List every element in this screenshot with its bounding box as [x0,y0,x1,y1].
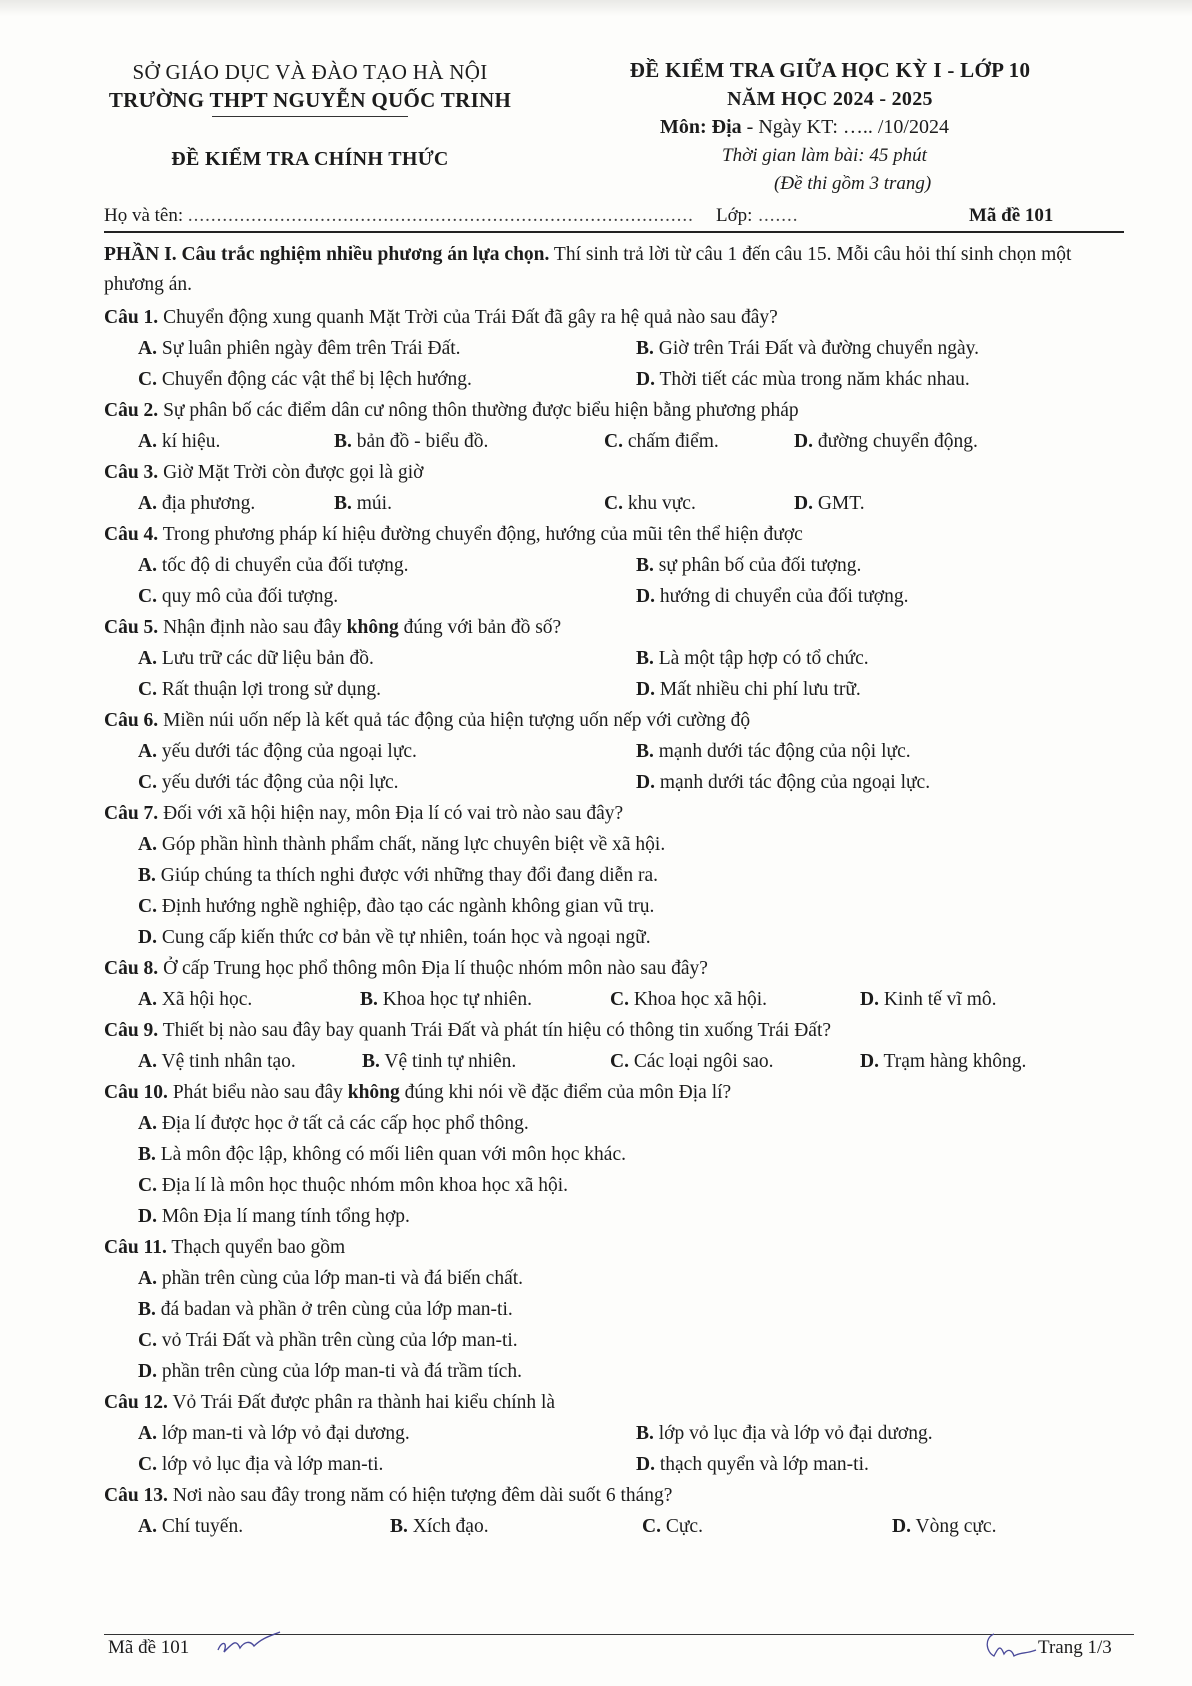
option-letter: A. [138,493,157,514]
option-letter: A. [138,1516,157,1537]
option-text: Cung cấp kiến thức cơ bản về tự nhiên, toán học và ngoại ngữ. [161,927,651,948]
option-letter: C. [604,493,623,514]
question-10-option-a[interactable] [104,1108,1124,1139]
question-9-options-row [104,1046,1124,1077]
question-1-stem [104,302,1124,333]
option-text: yếu dưới tác động của ngoại lực. [161,741,417,762]
question-number: Câu 12. [104,1392,168,1413]
question-text: Phát biểu nào sau đây [167,1082,348,1103]
option-text: hướng di chuyển của đối tượng. [659,586,909,607]
option-text: tốc độ di chuyển của đối tượng. [161,555,409,576]
question-6-options-row [104,736,1124,767]
option-text: đá badan và phần ở trên cùng của lớp man-ti. [160,1299,513,1320]
footer-exam-code: Mã đề 101 [108,1637,190,1658]
option-text: Mất nhiều chi phí lưu trữ. [659,679,861,700]
option-letter: D. [892,1516,911,1537]
option-text: Các loại ngôi sao. [633,1051,774,1072]
question-1-option-b[interactable] [636,333,979,364]
part-1-instructions: Thí sinh trả lời từ câu 1 đến câu 15. Mỗi câu hỏi thí sinh chọn một phương án. [104,244,1072,295]
question-list [104,302,1124,1542]
option-text: quy mô của đối tượng. [161,586,339,607]
option-letter: B. [138,1299,156,1320]
option-letter: D. [636,369,655,390]
question-13-option-c[interactable] [642,1511,703,1542]
option-letter: C. [138,586,157,607]
option-text: Vòng cực. [915,1516,997,1537]
question-number: Câu 8. [104,958,159,979]
option-text: thạch quyển và lớp man-ti. [659,1454,869,1475]
option-letter: C. [138,1175,157,1196]
option-text: Cực. [665,1516,703,1537]
question-4-stem [104,519,1124,550]
option-letter: A. [138,741,157,762]
question-number: Câu 11. [104,1237,167,1258]
question-emphasis: không [347,1082,400,1103]
question-12-option-c[interactable] [138,1449,383,1480]
question-6-option-d[interactable] [636,767,930,798]
question-11-stem [104,1232,1124,1263]
option-text: Định hướng nghề nghiệp, đào tạo các ngành không gian vũ trụ. [161,896,655,917]
option-letter: C. [610,1051,629,1072]
question-4-option-b[interactable] [636,550,861,581]
question-4-option-a[interactable] [138,550,409,581]
question-number: Câu 10. [104,1082,168,1103]
signature-left [214,1628,284,1658]
option-text: địa phương. [161,493,256,514]
option-text: bản đồ - biểu đồ. [356,431,489,452]
question-text: Vỏ Trái Đất được phân ra thành hai kiểu chính là [167,1392,556,1413]
name-label: Họ và tên: [104,205,184,226]
question-10-option-b[interactable] [104,1139,1124,1170]
question-6-option-c[interactable] [138,767,399,798]
question-4-options-row [104,581,1124,612]
exam-date: - Ngày KT: ….. /10/2024 [741,116,949,138]
option-letter: D. [138,1206,157,1227]
question-number: Câu 1. [104,307,159,328]
question-5-option-b[interactable] [636,643,869,674]
question-9-option-d[interactable] [860,1046,1026,1077]
option-letter: C. [642,1516,661,1537]
question-2-option-a[interactable] [138,426,220,457]
option-text: Là môn độc lập, không có mối liên quan với môn học khác. [160,1144,626,1165]
option-letter: D. [860,1051,879,1072]
question-text: Nơi nào sau đây trong năm có hiện tượng đêm dài suốt 6 tháng? [167,1485,673,1506]
question-12-options-row [104,1449,1124,1480]
question-11-option-d[interactable] [104,1356,1124,1387]
part-1-title: PHẦN I. Câu trắc nghiệm nhiều phương án lựa chọn. [104,244,550,265]
option-letter: A. [138,338,157,359]
option-text: Thời tiết các mùa trong năm khác nhau. [659,369,970,390]
question-5-options-row [104,643,1124,674]
department-name: SỞ GIÁO DỤC VÀ ĐÀO TẠO HÀ NỘI [132,60,488,84]
option-letter: C. [138,679,157,700]
option-letter: C. [604,431,623,452]
question-5-option-a[interactable] [138,643,374,674]
option-letter: C. [610,989,629,1010]
question-5-option-c[interactable] [138,674,381,705]
option-text: Chí tuyến. [161,1516,244,1537]
question-text: Thiết bị nào sau đây bay quanh Trái Đất và phát tín hiệu có thông tin xuống Trái Đất? [158,1020,832,1041]
option-letter: B. [360,989,378,1010]
option-letter: C. [138,896,157,917]
option-letter: B. [390,1516,408,1537]
question-7-stem [104,798,1124,829]
header-rule [104,231,1124,233]
option-text: Rất thuận lợi trong sử dụng. [161,679,381,700]
question-emphasis: không [346,617,399,638]
question-number: Câu 6. [104,710,159,731]
option-text: Sự luân phiên ngày đêm trên Trái Đất. [161,338,461,359]
question-3-option-d[interactable] [794,488,865,519]
question-8-option-c[interactable] [610,984,767,1015]
question-3-options-row [104,488,1124,519]
question-8-option-b[interactable] [360,984,532,1015]
option-text: yếu dưới tác động của nội lực. [161,772,399,793]
option-letter: D. [860,989,879,1010]
question-number: Câu 2. [104,400,159,421]
option-letter: B. [138,1144,156,1165]
question-6-options-row [104,767,1124,798]
question-4-options-row [104,550,1124,581]
question-4-option-c[interactable] [138,581,338,612]
option-letter: A. [138,1423,157,1444]
question-number: Câu 5. [104,617,159,638]
option-letter: A. [138,555,157,576]
question-text: Ở cấp Trung học phổ thông môn Địa lí thuộc nhóm môn nào sau đây? [158,958,708,979]
question-6-option-a[interactable] [138,736,417,767]
option-letter: A. [138,989,157,1010]
question-number: Câu 9. [104,1020,159,1041]
question-text: Đối với xã hội hiện nay, môn Địa lí có vai trò nào sau đây? [158,803,624,824]
option-letter: B. [362,1051,380,1072]
question-12-option-d[interactable] [636,1449,869,1480]
school-name: TRƯỜNG THPT NGUYỄN QUỐC TRINH [108,88,512,112]
name-field: ........................................................................................ [187,205,694,226]
option-letter: A. [138,1268,157,1289]
question-11-option-c[interactable] [104,1325,1124,1356]
option-text: Khoa học tự nhiên. [382,989,532,1010]
question-7-option-b[interactable] [104,860,1124,891]
official-label: ĐỀ KIỂM TRA CHÍNH THỨC [171,148,449,170]
option-letter: D. [636,586,655,607]
option-text: vỏ Trái Đất và phần trên cùng của lớp man-ti. [161,1330,518,1351]
question-1-options-row [104,364,1124,395]
question-10-stem [104,1077,1124,1108]
question-5-options-row [104,674,1124,705]
question-number: Câu 3. [104,462,159,483]
footer-page-number: Trang 1/3 [1038,1637,1112,1658]
option-text: Góp phần hình thành phẩm chất, năng lực chuyên biệt về xã hội. [161,834,666,855]
option-text: mạnh dưới tác động của nội lực. [658,741,911,762]
option-text: Là một tập hợp có tổ chức. [658,648,869,669]
question-3-option-c[interactable] [604,488,696,519]
option-letter: B. [334,431,352,452]
question-13-option-b[interactable] [390,1511,489,1542]
option-text: Môn Địa lí mang tính tổng hợp. [161,1206,410,1227]
question-text: đúng khi nói về đặc điểm của môn Địa lí? [399,1082,732,1103]
option-text: phần trên cùng của lớp man-ti và đá trầm tích. [161,1361,522,1382]
question-6-stem [104,705,1124,736]
option-text: Xã hội học. [161,989,253,1010]
question-8-stem [104,953,1124,984]
exam-body [104,240,1124,1542]
pages-note: (Đề thi gồm 3 trang) [774,173,932,194]
option-text: Xích đạo. [412,1516,489,1537]
option-text: Giúp chúng ta thích nghi được với những thay đổi đang diễn ra. [160,865,658,886]
option-text: kí hiệu. [161,431,221,452]
option-text: Kinh tế vĩ mô. [883,989,997,1010]
question-10-option-c[interactable] [104,1170,1124,1201]
question-11-option-a[interactable] [104,1263,1124,1294]
question-text: Thạch quyển bao gồm [166,1237,346,1258]
option-text: chấm điểm. [627,431,719,452]
option-text: Vệ tinh nhân tạo. [161,1051,296,1072]
option-letter: B. [636,338,654,359]
question-6-option-b[interactable] [636,736,911,767]
question-9-option-c[interactable] [610,1046,774,1077]
school-year: NĂM HỌC 2024 - 2025 [727,88,933,110]
question-2-option-d[interactable] [794,426,978,457]
question-2-options-row [104,426,1124,457]
option-text: Chuyển động các vật thể bị lệch hướng. [161,369,472,390]
question-8-option-a[interactable] [138,984,252,1015]
option-text: múi. [356,493,392,514]
option-letter: D. [794,431,813,452]
question-11-option-b[interactable] [104,1294,1124,1325]
option-letter: B. [138,865,156,886]
exam-code: Mã đề 101 [969,205,1054,226]
option-letter: D. [138,1361,157,1382]
question-2-stem [104,395,1124,426]
option-text: GMT. [817,493,865,514]
question-9-option-b[interactable] [362,1046,516,1077]
option-letter: B. [636,741,654,762]
question-7-option-c[interactable] [104,891,1124,922]
exam-title: ĐỀ KIỂM TRA GIỮA HỌC KỲ I - LỚP 10 [629,58,1031,82]
option-letter: B. [636,1423,654,1444]
option-letter: A. [138,1051,157,1072]
option-letter: A. [138,1113,157,1134]
option-text: Vệ tinh tự nhiên. [384,1051,517,1072]
question-text: Sự phân bố các điểm dân cư nông thôn thường được biểu hiện bằng phương pháp [158,400,799,421]
question-10-option-d[interactable] [104,1201,1124,1232]
question-5-stem [104,612,1124,643]
question-9-stem [104,1015,1124,1046]
subject-label: Môn: Địa [660,116,742,138]
question-13-options-row [104,1511,1124,1542]
student-info [104,205,1084,227]
option-text: Giờ trên Trái Đất và đường chuyển ngày. [658,338,979,359]
option-letter: D. [636,772,655,793]
option-letter: B. [636,648,654,669]
option-letter: D. [794,493,813,514]
question-1-option-c[interactable] [138,364,472,395]
question-12-options-row [104,1418,1124,1449]
question-text: đúng với bản đồ số? [398,617,562,638]
question-13-option-a[interactable] [138,1511,243,1542]
option-letter: B. [636,555,654,576]
option-text: lớp vỏ lục địa và lớp vỏ đại dương. [658,1423,933,1444]
option-letter: A. [138,431,157,452]
question-number: Câu 13. [104,1485,168,1506]
question-3-option-b[interactable] [334,488,392,519]
question-8-options-row [104,984,1124,1015]
question-1-option-d[interactable] [636,364,970,395]
option-letter: B. [334,493,352,514]
question-7-option-d[interactable] [104,922,1124,953]
question-number: Câu 4. [104,524,159,545]
question-text: Nhận định nào sau đây [158,617,347,638]
option-letter: C. [138,1454,157,1475]
option-text: đường chuyển động. [817,431,978,452]
option-letter: C. [138,772,157,793]
option-text: khu vực. [627,493,696,514]
option-text: Khoa học xã hội. [633,989,768,1010]
signature-right [980,1628,1040,1662]
question-4-option-d[interactable] [636,581,908,612]
question-number: Câu 7. [104,803,159,824]
option-text: Lưu trữ các dữ liệu bản đồ. [161,648,374,669]
option-letter: A. [138,834,157,855]
option-letter: A. [138,648,157,669]
school-underline [212,116,408,117]
option-letter: C. [138,369,157,390]
option-text: lớp vỏ lục địa và lớp man-ti. [161,1454,384,1475]
question-7-option-a[interactable] [104,829,1124,860]
part-1-heading [104,240,1124,300]
question-8-option-d[interactable] [860,984,997,1015]
question-13-option-d[interactable] [892,1511,996,1542]
option-text: Địa lí là môn học thuộc nhóm môn khoa học xã hội. [161,1175,569,1196]
question-3-stem [104,457,1124,488]
question-3-option-a[interactable] [138,488,255,519]
question-2-option-c[interactable] [604,426,719,457]
option-text: phần trên cùng của lớp man-ti và đá biến chất. [161,1268,524,1289]
option-text: Địa lí được học ở tất cả các cấp học phổ thông. [161,1113,529,1134]
question-5-option-d[interactable] [636,674,861,705]
question-text: Trong phương pháp kí hiệu đường chuyển động, hướng của mũi tên thể hiện được [158,524,803,545]
time-limit: Thời gian làm bài: 45 phút [722,145,927,166]
option-text: Trạm hàng không. [883,1051,1027,1072]
option-text: sự phân bố của đối tượng. [658,555,862,576]
option-letter: D. [636,1454,655,1475]
class-label: Lớp: ....... [716,205,799,226]
question-text: Miền núi uốn nếp là kết quả tác động của hiện tượng uốn nếp với cường độ [158,710,751,731]
question-12-option-b[interactable] [636,1418,933,1449]
option-text: lớp man-ti và lớp vỏ đại dương. [161,1423,410,1444]
question-text: Chuyển động xung quanh Mặt Trời của Trái Đất đã gây ra hệ quả nào sau đây? [158,307,778,328]
question-12-option-a[interactable] [138,1418,410,1449]
question-13-stem [104,1480,1124,1511]
question-text: Giờ Mặt Trời còn được gọi là giờ [158,462,424,483]
question-9-option-a[interactable] [138,1046,296,1077]
option-letter: D. [138,927,157,948]
question-2-option-b[interactable] [334,426,488,457]
option-letter: D. [636,679,655,700]
subject-line [660,116,949,139]
scan-edge [0,0,1192,16]
option-letter: C. [138,1330,157,1351]
question-1-option-a[interactable] [138,333,461,364]
question-12-stem [104,1387,1124,1418]
question-1-options-row [104,333,1124,364]
option-text: mạnh dưới tác động của ngoại lực. [659,772,931,793]
